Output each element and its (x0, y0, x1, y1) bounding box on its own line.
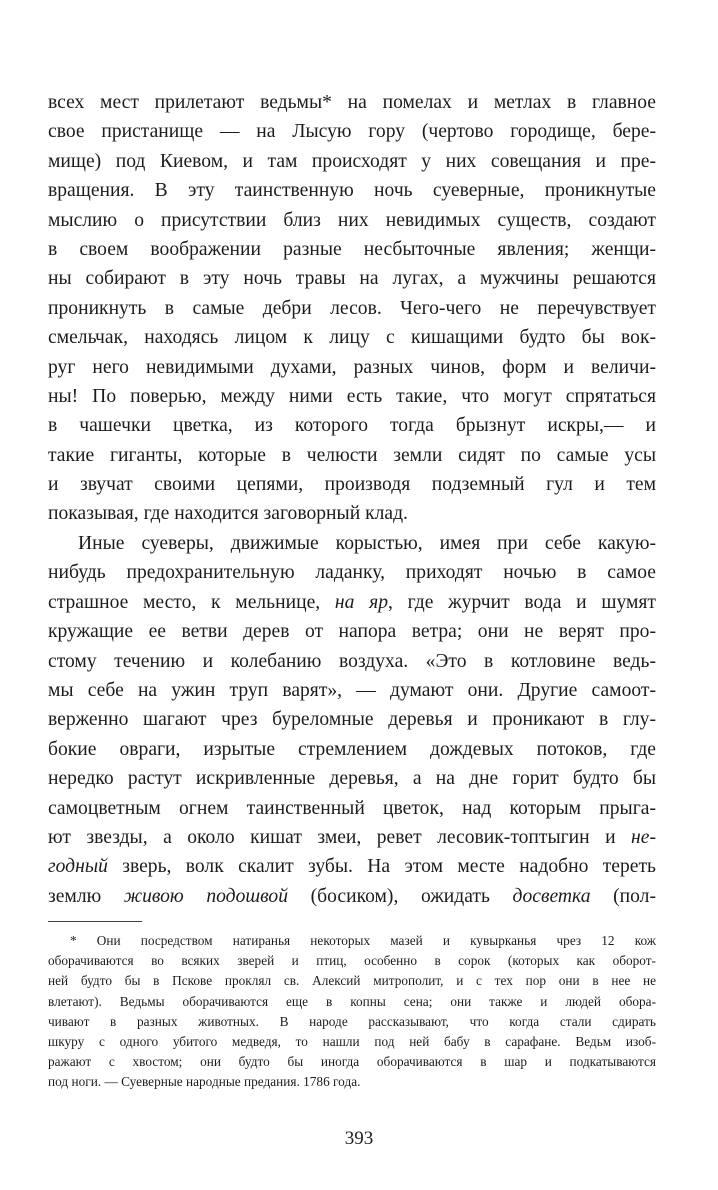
text-line: мище) под Киевом, и там происходят у них совещания и пре- (48, 150, 656, 172)
text-line (48, 852, 656, 881)
text-run: (босиком), ожидать (288, 885, 513, 907)
text-line: всех мест прилетают ведьмы* на помелах и метлах в главное (48, 92, 656, 113)
text-line: верженно шагают чрез буреломные деревья и проникают в глу- (48, 709, 656, 731)
text-line: мы себе на ужин труп варят», — думают они. Другие самоот- (48, 679, 656, 701)
footnote-separator (48, 921, 142, 922)
italic-run: на яр (334, 591, 389, 613)
text-run: , где журчит вода и шумят (388, 591, 656, 613)
text-line: самоцветным огнем таинственный цветок, над которым прыга- (48, 797, 656, 819)
text-line: ны собирают в эту ночь травы на лугах, а мужчины решаются (48, 268, 656, 290)
text-line: в чашечки цветка, из которого тогда брызнут искры,— и (48, 415, 656, 437)
text-line: Иные суеверы, движимые корыстью, имея при себе какую- (78, 533, 656, 554)
text-line: вращения. В эту таинственную ночь суеверные, проникнутые (48, 180, 656, 202)
footnote (48, 931, 656, 1093)
text-line: свое пристанище — на Лысую гору (чертово городище, бере- (48, 121, 656, 143)
text-line: нибудь предохранительную ладанку, приходят ночью в самое (48, 562, 656, 584)
text-run: (пол- (590, 885, 656, 907)
paragraph-1 (48, 88, 656, 529)
italic-run: досветка (512, 885, 591, 907)
footnote-line: ней будто бы в Пскове проклял св. Алексий митрополит, и с тех пор они в нее не (48, 973, 656, 989)
footnote-line: влетают). Ведьмы оборачиваются еще в копны сена; они также и людей обора- (48, 993, 656, 1009)
text-line: руг него невидимыми духами, разных чинов, форм и величи- (48, 356, 656, 378)
footnote-line: шкуру с одного убитого медведя, то нашли под ней бабу в сарафане. Ведьм изоб- (48, 1033, 656, 1049)
text-line: кружащие ее ветви дерев от напора ветра; они не верят про- (48, 621, 656, 643)
text-line: и звучат своими цепями, производя подземный гул и тем (48, 474, 656, 496)
text-run: зверь, волк скалит зубы. На этом месте надобно тереть (107, 856, 656, 878)
text-run: страшное место, к мельнице, (48, 591, 335, 613)
italic-run: не- (631, 826, 656, 848)
italic-run: годный (48, 856, 108, 878)
text-run: землю (48, 885, 124, 907)
text-line: бокие овраги, изрытые стремлением дождевых потоков, где (48, 738, 656, 760)
text-line: проникнуть в самые дебри лесов. Чего-чего не перечувствует (48, 297, 656, 319)
text-line: такие гиганты, которые в челюсти земли сидят по самые усы (48, 444, 656, 466)
text-line (48, 588, 656, 617)
footnote-line: оборачиваются во всяких зверей и птиц, особенно в сорок (которых как оборот- (48, 953, 656, 969)
text-line: показывая, где находится заговорный клад. (48, 503, 408, 525)
italic-run: живою подошвой (123, 885, 289, 907)
text-line (48, 823, 656, 852)
text-line: смельчак, находясь лицом к лицу с кишащими будто бы вок- (48, 327, 656, 349)
text-line: нередко растут искривленные деревья, а на дне горит будто бы (48, 768, 656, 790)
page-number: 393 (344, 1128, 374, 1149)
paragraph-2 (48, 529, 656, 911)
text-line: в своем воображении разные несбыточные явления; женщи- (48, 238, 656, 260)
footnote-line: ражают с хвостом; они будто бы иногда оборачиваются в шар и подкатываются (48, 1054, 656, 1070)
footnote-line: * Они посредством натиранья некоторых мазей и кувырканья чрез 12 кож (70, 933, 656, 948)
footnote-line: под ноги. — Суеверные народные предания. 1786 года. (48, 1074, 361, 1090)
text-line: ны! По поверью, между ними есть такие, что могут спрятаться (48, 385, 656, 407)
text-line: стому течению и колебанию воздуха. «Это в котловине ведь- (48, 650, 656, 672)
text-line: мыслию о присутствии близ них невидимых существ, создают (48, 209, 656, 231)
text-line (48, 882, 656, 911)
footnote-line: чивают в разных животных. В народе рассказывают, что когда стали сдирать (48, 1013, 656, 1029)
text-run: ют звезды, а около кишат змеи, ревет лесовик-топтыгин и (48, 826, 632, 848)
